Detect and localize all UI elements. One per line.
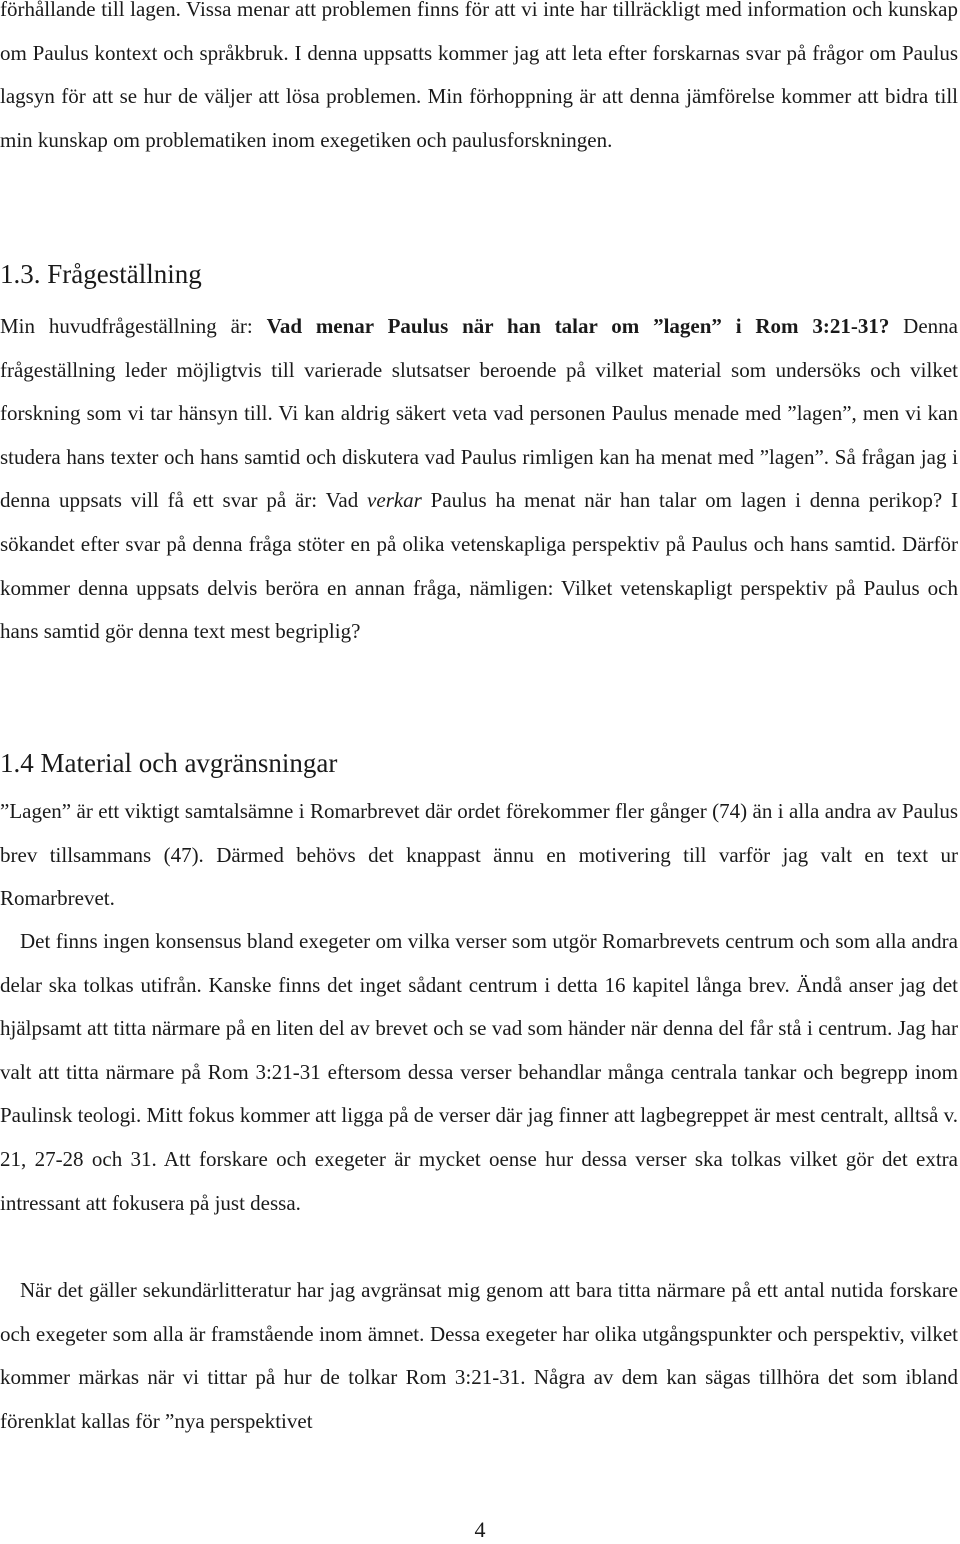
material-paragraph-2: Det finns ingen konsensus bland exegeter om vilka verser som utgör Romarbrevets centrum och som alla andra delar ska tolkas utifrån. Kanske finns det inget sådant centrum i detta 16 kapitel långa brev. Ändå anser jag det hjälpsamt att titta närmare på en liten del av brevet och se vad som händer när denna del får stå i centrum. Jag har valt att titta närmare på Rom 3:21-31 eftersom dessa verser behandlar många centrala tankar och begrepp inom Paulinsk teologi. Mitt fokus kommer att ligga på de verser där jag finner att lagbegreppet är mest centralt, alltså v. 21, 27-28 och 31. Att forskare och exegeter är mycket oense hur dessa verser ska tolkas vilket gör det extra intressant att fokusera på just dessa. <box>0 929 958 1215</box>
page-number: 4 <box>474 1517 486 1542</box>
intro-paragraph: förhållande till lagen. Vissa menar att problemen finns för att vi inte har tillräckligt med information och kunskap om Paulus kontext och språkbruk. I denna uppsatts kommer jag att leta efter forskarnas svar på frågor om Paulus lagsyn för att se hur de väljer att lösa problemen. Min förhoppning är att denna jämförelse kommer att bidra till min kunskap om problematiken inom exegetiken och paulusforskningen. <box>0 0 958 152</box>
question-text-a: Denna frågeställning leder möjligtvis till varierade slutsatser beroende på vilket material som undersöks och vilket forskning som vi tar hänsyn till. Vi kan aldrig säkert veta vad personen Paulus menade med ”lagen”, men vi kan studera hans texter och hans samtid och diskutera vad Paulus rimligen kan ha menat med ”lagen”. Så frågan jag i denna uppsats vill få ett svar på är: Vad <box>0 314 958 513</box>
section-heading-1-4: 1.4 Material och avgränsningar <box>0 748 338 778</box>
section-heading-1-3: 1.3. Frågeställning <box>0 259 202 289</box>
emphasis-verkar: verkar <box>367 488 422 513</box>
question-text-b: Paulus ha menat när han talar om lagen i denna perikop? I sökandet efter svar på denna fråga stöter en på olika vetenskapliga perspektiv på Paulus och hans samtid. Därför kommer denna uppsats delvis beröra en annan fråga, nämligen: Vilket vetenskapligt perspektiv på Paulus och hans samtid gör denna text mest begriplig? <box>0 488 958 644</box>
question-paragraph <box>0 305 958 654</box>
question-lead: Min huvudfrågeställning är: <box>0 314 267 338</box>
material-paragraph-1: ”Lagen” är ett viktigt samtalsämne i Romarbrevet där ordet förekommer fler gånger (74) än i alla andra av Paulus brev tillsammans (47). Därmed behövs det knappast ännu en motivering till varför jag valt en text ur Romarbrevet. <box>0 799 958 911</box>
main-question: Vad menar Paulus när han talar om ”lagen” i Rom 3:21-31? <box>266 314 890 338</box>
material-paragraph-3: När det gäller sekundärlitteratur har jag avgränsat mig genom att bara titta närmare på ett antal nutida forskare och exegeter som alla är framstående inom ämnet. Dessa exegeter har olika utgångspunkter och perspektiv, vilket kommer märkas när vi tittar på hur de tolkar Rom 3:21-31. Några av dem kan sägas tillhöra det som ibland förenklat kallas för ”nya perspektivet <box>0 1278 958 1433</box>
